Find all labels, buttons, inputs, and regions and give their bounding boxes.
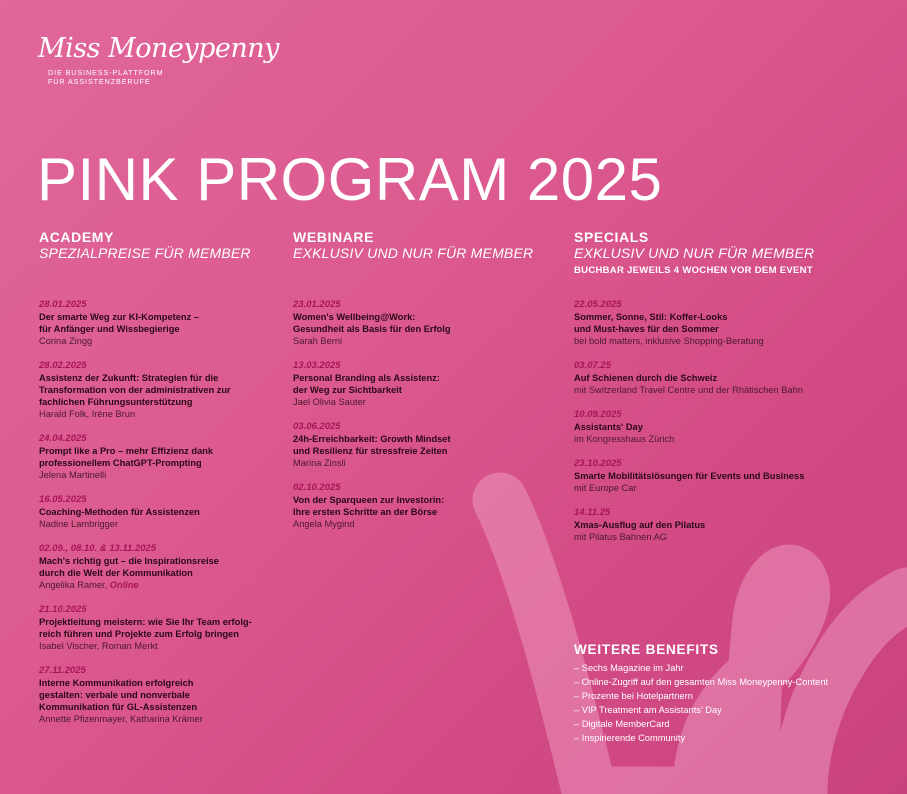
webinar-item[interactable] <box>293 360 553 408</box>
event-date: 03.06.2025 <box>293 421 341 432</box>
event-title: Personal Branding als Assistenz: der Weg zur Sichtbarkeit <box>293 373 440 395</box>
academy-subheading: SPEZIALPREISE FÜR MEMBER <box>39 245 251 261</box>
event-date: 23.01.2025 <box>293 299 341 310</box>
event-date: 23.10.2025 <box>574 458 622 469</box>
event-title: Sommer, Sonne, Stil: Koffer-Looks und Must-haves für den Sommer <box>574 312 728 334</box>
event-date: 16.05.2025 <box>39 494 87 505</box>
benefit-item: – Inspirierende Community <box>574 733 686 743</box>
event-title: Assistants' Day <box>574 422 643 432</box>
webinare-subheading: EXKLUSIV UND NUR FÜR MEMBER <box>293 245 534 261</box>
event-speaker: Jelena Martinelli <box>39 470 107 480</box>
specials-subheading: EXKLUSIV UND NUR FÜR MEMBER <box>574 245 815 261</box>
academy-item[interactable] <box>39 299 289 347</box>
benefits-heading: WEITERE BENEFITS <box>574 642 719 657</box>
academy-item[interactable] <box>39 604 289 652</box>
specials-list <box>574 299 894 556</box>
logo <box>38 34 279 86</box>
event-title: Xmas-Ausflug auf den Pilatus <box>574 520 706 530</box>
event-date: 03.07.25 <box>574 360 611 371</box>
event-speaker: im Kongresshaus Zürich <box>574 434 675 444</box>
special-item[interactable] <box>574 299 894 347</box>
event-title: Assistenz der Zukunft: Strategien für die Transformation von der administrativen zur fachlichen Führungsunterstützung <box>39 373 231 407</box>
event-date: 14.11.25 <box>574 507 611 518</box>
specials-heading: SPECIALS <box>574 229 649 245</box>
online-badge: Online <box>109 580 139 590</box>
specials-header <box>574 229 894 276</box>
event-date: 27.11.2025 <box>39 665 86 676</box>
event-speaker: mit Pilatus Bahnen AG <box>574 532 668 542</box>
event-speaker: Annette Pfizenmayer, Katharina Krämer <box>39 714 203 724</box>
benefit-item: – Digitale MemberCard <box>574 719 670 729</box>
webinar-item[interactable] <box>293 482 553 530</box>
event-speaker: Marina Zinsli <box>293 458 346 468</box>
logo-tagline-line-1: DIE BUSINESS-PLATTFORM <box>48 68 164 77</box>
event-speaker-name: Angelika Ramer, <box>39 580 110 590</box>
special-item[interactable] <box>574 360 894 396</box>
event-date: 13.03.2025 <box>293 360 341 371</box>
event-title: Auf Schienen durch die Schweiz <box>574 373 718 383</box>
event-speaker: bei bold matters, inklusive Shopping-Beratung <box>574 336 764 346</box>
special-item[interactable] <box>574 507 894 543</box>
specials-booking-note: BUCHBAR JEWEILS 4 WOCHEN VOR DEM EVENT <box>574 265 813 276</box>
event-date: 28.02.2025 <box>39 360 87 371</box>
event-speaker: Isabel Vischer, Roman Merkt <box>39 641 158 651</box>
event-date: 28.01.2025 <box>39 299 87 310</box>
event-title: Mach's richtig gut – die Inspirationsreise durch die Welt der Kommunikation <box>39 556 219 578</box>
event-date: 21.10.2025 <box>39 604 87 615</box>
webinare-header <box>293 229 553 262</box>
event-date: 10.09.2025 <box>574 409 622 420</box>
event-date: 22.05.2025 <box>574 299 622 310</box>
event-speaker: mit Switzerland Travel Centre und der Rhätischen Bahn <box>574 385 803 395</box>
event-title: 24h-Erreichbarkeit: Growth Mindset und Resilienz für stressfreie Zeiten <box>293 434 451 456</box>
logo-tagline <box>48 68 279 86</box>
event-speaker <box>39 579 289 591</box>
event-date: 02.09., 08.10. & 13.11.2025 <box>39 543 157 554</box>
event-speaker: Harald Folk, Irène Brun <box>39 409 136 419</box>
webinar-item[interactable] <box>293 421 553 469</box>
academy-item[interactable] <box>39 433 289 481</box>
event-title: Von der Sparqueen zur Investorin: Ihre ersten Schritte an der Börse <box>293 495 445 517</box>
event-title: Interne Kommunikation erfolgreich gestalten: verbale und nonverbale Kommunikation für GL-Assistenzen <box>39 678 198 712</box>
event-title: Der smarte Weg zur KI-Kompetenz – für Anfänger und Wissbegierige <box>39 312 199 334</box>
benefit-item: – VIP Treatment am Assistants' Day <box>574 705 722 715</box>
webinare-list <box>293 299 553 543</box>
benefits-section <box>574 642 828 745</box>
event-speaker: Jael Olivia Sauter <box>293 397 366 407</box>
page-title: PINK PROGRAM 2025 <box>37 146 663 213</box>
event-date: 02.10.2025 <box>293 482 341 493</box>
event-speaker: Angela Mygind <box>293 519 355 529</box>
academy-item[interactable] <box>39 665 289 725</box>
academy-item[interactable] <box>39 494 289 530</box>
special-item[interactable] <box>574 458 894 494</box>
special-item[interactable] <box>574 409 894 445</box>
benefit-item: – Prozente bei Hotelpartnern <box>574 691 693 701</box>
event-title: Projektleitung meistern: wie Sie Ihr Team erfolg- reich führen und Projekte zum Erfolg bringen <box>39 617 252 639</box>
event-title: Coaching-Methoden für Assistenzen <box>39 507 200 517</box>
event-speaker: mit Europe Car <box>574 483 637 493</box>
event-speaker: Corina Zingg <box>39 336 93 346</box>
academy-item[interactable] <box>39 543 289 591</box>
webinar-item[interactable] <box>293 299 553 347</box>
event-date: 24.04.2025 <box>39 433 87 444</box>
event-speaker: Sarah Berni <box>293 336 343 346</box>
benefit-item: – Online-Zugriff auf den gesamten Miss Moneypenny-Content <box>574 677 829 687</box>
benefit-item: – Sechs Magazine im Jahr <box>574 663 684 673</box>
event-title: Women's Wellbeing@Work: Gesundheit als Basis für den Erfolg <box>293 312 451 334</box>
academy-header <box>39 229 299 262</box>
academy-heading: ACADEMY <box>39 229 114 245</box>
event-title: Prompt like a Pro – mehr Effizienz dank professionellem ChatGPT-Prompting <box>39 446 214 468</box>
logo-tagline-line-2: FÜR ASSISTENZBERUFE <box>48 77 151 86</box>
event-title: Smarte Mobilitätslösungen für Events und Business <box>574 471 805 481</box>
logo-wordmark: Miss Moneypenny <box>38 33 279 64</box>
academy-item[interactable] <box>39 360 289 420</box>
academy-list <box>39 299 289 738</box>
webinare-heading: WEBINARE <box>293 229 375 245</box>
event-speaker: Nadine Lambrigger <box>39 519 119 529</box>
